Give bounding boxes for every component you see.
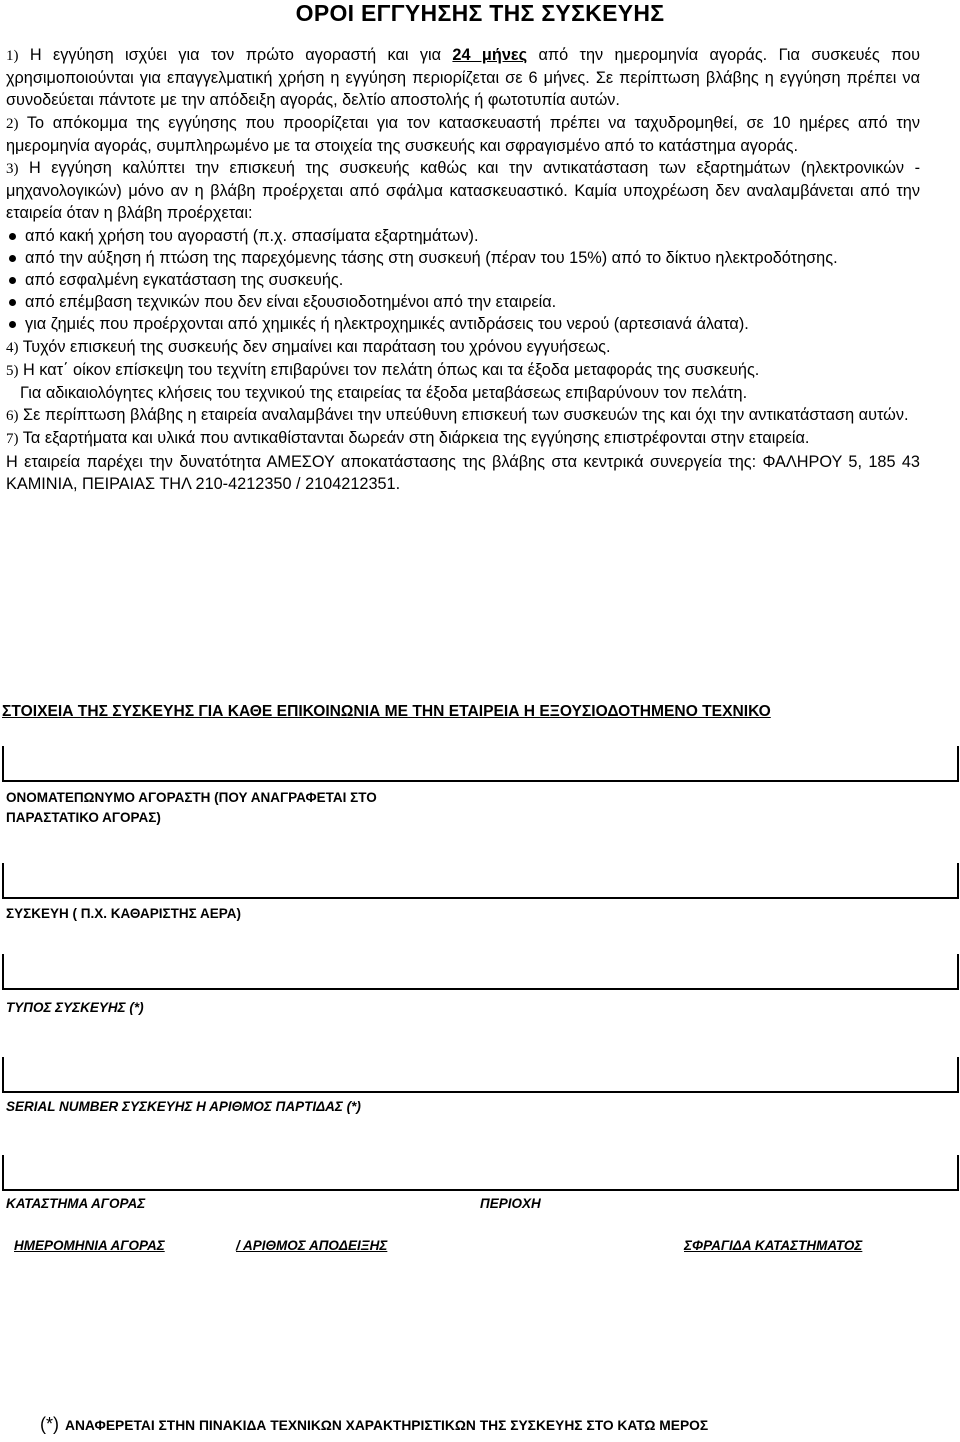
purchase-date-label: ΗΜΕΡΟΜΗΝΙΑ ΑΓΟΡΑΣ xyxy=(14,1238,165,1253)
bullet-icon xyxy=(9,321,16,328)
term-5-continued: Για αδικαιολόγητες κλήσεις του τεχνικού της εταιρείας τα έξοδα μεταβάσεως επιβαρύνουν τον πελάτη. xyxy=(20,384,748,403)
list-item: από εσφαλμένη εγκατάσταση της συσκευής. xyxy=(6,269,920,291)
term-3 xyxy=(6,157,920,225)
device-type-field[interactable] xyxy=(2,954,959,990)
term-text: από την ημερομηνία αγοράς. Για συσκευές που χρησιμοποιούνται για επαγγελματική χρήση η εγγύηση περιορίζεται σε 6 μήνες. Σε περίπτωση βλάβης η εγγύηση πρέπει να συνοδεύεται πάντοτε με την απόδειξη αγοράς, δελτίο αποστολής ή φωτοτυπία αυτών. xyxy=(6,46,921,110)
footnote-marker: (*) xyxy=(40,1414,59,1434)
term-number: 5) xyxy=(6,362,19,379)
service-center-note: Η εταιρεία παρέχει την δυνατότητα ΑΜΕΣΟΥ αποκατάστασης της βλάβης στα κεντρικά συνεργεία της: ΦΑΛΗΡΟΥ 5, 185 43 ΚΑΜΙΝΙΑ, ΠΕΙΡΑΙΑΣ ΤΗΛ 210-4212350 / 2104212351. xyxy=(6,452,920,493)
term-7 xyxy=(6,427,920,450)
device-label: ΣΥΣΚΕΥΗ ( Π.Χ. ΚΑΘΑΡΙΣΤΗΣ ΑΕΡΑ) xyxy=(6,906,241,921)
store-label: ΚΑΤΑΣΤΗΜΑ ΑΓΟΡΑΣ xyxy=(6,1196,146,1211)
term-number: 3) xyxy=(6,161,19,178)
term-text: Η κατ΄ οίκον επίσκεψη του τεχνίτη επιβαρύνει τον πελάτη όπως και τα έξοδα μεταφοράς της συσκευής. xyxy=(18,360,760,379)
bullet-icon xyxy=(9,277,16,284)
buyer-name-field[interactable] xyxy=(2,746,959,782)
store-stamp-label: ΣΦΡΑΓΙΔΑ ΚΑΤΑΣΤΗΜΑΤΟΣ xyxy=(684,1238,863,1253)
term-text: Τα εξαρτήματα και υλικά που αντικαθίστανται δωρεάν στη διάρκεια της εγγύησης επιστρέφονται στην εταιρεία. xyxy=(18,429,810,448)
term-text: Σε περίπτωση βλάβης η εταιρεία αναλαμβάνει την υπεύθυνη επισκευή των συσκευών της και όχι την αντικατάσταση αυτών. xyxy=(18,406,909,425)
list-item: για ζημιές που προέρχονται από χημικές ή ηλεκτροχημικές αντιδράσεις του νερού (αρτεσιανά άλατα). xyxy=(6,313,920,335)
term-number: 1) xyxy=(6,48,19,64)
warranty-terms xyxy=(6,44,920,495)
term-text: Η εγγύηση καλύπτει την επισκευή της συσκευής καθώς και την αντικατάσταση των εξαρτημάτων (ηλεκτρονικών - μηχανολογικών) μόνο αν η βλάβη προέρχεται από σφάλμα κατασκευαστικό. Καμία υποχρέωση δεν αναλαμβάνεται από την εταιρεία όταν η βλάβη προέρχεται: xyxy=(6,159,920,223)
term-text: Τυχόν επισκευή της συσκευής δεν σημαίνει και παράταση του χρόνου εγγυήσεως. xyxy=(18,337,611,356)
term-number: 6) xyxy=(6,408,19,425)
list-item: από επέμβαση τεχνικών που δεν είναι εξουσιοδοτημένοι από την εταιρεία. xyxy=(6,291,920,313)
device-section-heading: ΣΤΟΙΧΕΙΑ ΤΗΣ ΣΥΣΚΕΥΗΣ ΓΙΑ ΚΑΘΕ ΕΠΙΚΟΙΝΩΝΙΑ ΜΕ ΤΗΝ ΕΤΑΙΡΕΙΑ Η ΕΞΟΥΣΙΟΔΟΤΗΜΕΝΟ ΤΕΧΝΙΚΟ xyxy=(2,703,771,720)
list-item: από την αύξηση ή πτώση της παρεχόμενης τάσης στη συσκευή (πέραν του 15%) από το δίκτυο ηλεκτροδότησης. xyxy=(6,247,920,269)
term-number: 4) xyxy=(6,339,19,356)
term-6 xyxy=(6,404,920,427)
area-label: ΠΕΡΙΟΧΗ xyxy=(480,1196,541,1211)
footnote xyxy=(40,1414,708,1435)
term-number: 2) xyxy=(6,115,19,132)
list-item: από κακή χρήση του αγοραστή (π.χ. σπασίματα εξαρτημάτων). xyxy=(6,225,920,247)
bullet-icon xyxy=(9,233,16,240)
page-title: ΟΡΟΙ ΕΓΓΥΗΣΗΣ ΤΗΣ ΣΥΣΚΕΥΗΣ xyxy=(295,0,665,26)
footnote-text: ΑΝΑΦΕΡΕΤΑΙ ΣΤΗΝ ΠΙΝΑΚΙΔΑ ΤΕΧΝΙΚΩΝ ΧΑΡΑΚΤΗΡΙΣΤΙΚΩΝ ΤΗΣ ΣΥΣΚΕΥΗΣ ΣΤΟ ΚΑΤΩ ΜΕΡΟΣ xyxy=(65,1418,709,1433)
device-type-label: ΤΥΠΟΣ ΣΥΣΚΕΥΗΣ (*) xyxy=(6,1000,144,1015)
term-number: 7) xyxy=(6,431,19,448)
serial-number-label: SERIAL NUMBER ΣΥΣΚΕΥΗΣ Η ΑΡΙΘΜΟΣ ΠΑΡΤΙΔΑΣ (*) xyxy=(6,1099,361,1114)
term-5 xyxy=(6,359,920,382)
term-4 xyxy=(6,336,920,359)
term-1 xyxy=(6,44,920,112)
exclusion-list xyxy=(6,225,920,336)
bullet-icon xyxy=(9,299,16,306)
term-text: Το απόκομμα της εγγύησης που προορίζεται για τον κατασκευαστή πρέπει να ταχυδρομηθεί, σε 10 ημέρες από την ημερομηνία αγοράς, συμπληρωμένο με τα στοιχεία της συσκευής και σφραγισμένο από το κατάστημα αγοράς. xyxy=(6,113,920,155)
device-field[interactable] xyxy=(2,863,959,899)
serial-number-field[interactable] xyxy=(2,1057,959,1093)
term-2 xyxy=(6,112,920,157)
store-area-field[interactable] xyxy=(2,1155,959,1191)
warranty-period: 24 μήνες xyxy=(452,46,528,64)
bullet-icon xyxy=(9,255,16,262)
buyer-name-label: ΟΝΟΜΑΤΕΠΩΝΥΜΟ ΑΓΟΡΑΣΤΗ (ΠΟΥ ΑΝΑΓΡΑΦΕΤΑΙ ΣΤΟ ΠΑΡΑΣΤΑΤΙΚΟ ΑΓΟΡΑΣ) xyxy=(6,790,377,825)
term-text: Η εγγύηση ισχύει για τον πρώτο αγοραστή και για xyxy=(18,46,453,64)
receipt-number-label: / ΑΡΙΘΜΟΣ ΑΠΟΔΕΙΞΗΣ xyxy=(236,1238,388,1253)
